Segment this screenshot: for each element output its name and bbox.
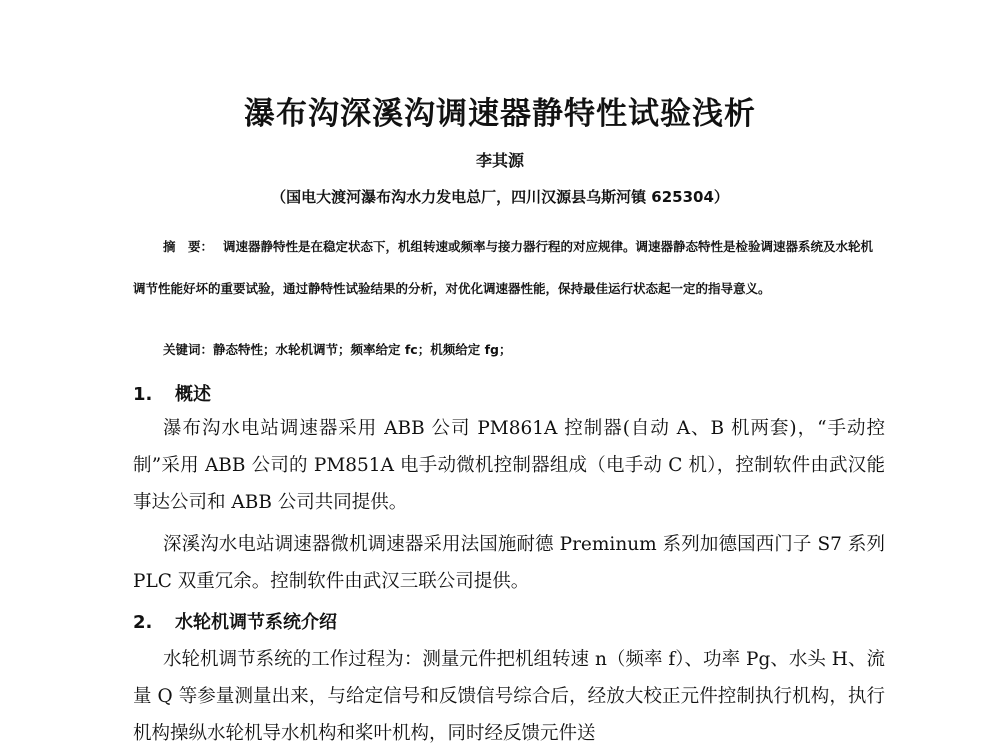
section-title: 水轮机调节系统介绍 <box>175 612 337 633</box>
abstract-text: 调速器静特性是在稳定状态下，机组转速或频率与接力器行程的对应规律。调速器静态特性是检验调速器系统及水轮机调节性能好坏的重要试验，通过静特性试验结果的分析，对优化调速器性能，保持最佳运行状态起一定的指导意义。 <box>133 239 874 296</box>
paragraph: 水轮机调节系统的工作过程为：测量元件把机组转速 n（频率 f）、功率 Pg、水头 H、流量 Q 等参量测量出来，与给定信号和反馈信号综合后，经放大校正元件控制执行机构，执行机构操纵水轮机导水机构和桨叶机构，同时经反馈元件送 <box>133 649 885 744</box>
section-title: 概述 <box>175 384 211 405</box>
keywords-text: 静态特性；水轮机调节；频率给定 fc；机频给定 fg； <box>213 342 512 357</box>
paper-title: 瀑布沟深溪沟调速器静特性试验浅析 <box>244 96 756 132</box>
abstract-label: 摘 要： <box>163 239 214 254</box>
paragraph: 深溪沟水电站调速器微机调速器采用法国施耐德 Preminum 系列加德国西门子 S7 系列 PLC 双重冗余。控制软件由武汉三联公司提供。 <box>133 534 885 592</box>
section-number: 2. <box>133 612 153 633</box>
paragraph: 瀑布沟水电站调速器采用 ABB 公司 PM861A 控制器(自动 A、B 机两套)，“手动控制”采用 ABB 公司的 PM851A 电手动微机控制器组成（电手动 C 机），控制软件由武汉能事达公司和 ABB 公司共同提供。 <box>133 418 885 513</box>
section-number: 1. <box>133 384 153 405</box>
section-heading-turbine-regulation <box>133 608 337 634</box>
abstract <box>133 226 883 310</box>
keywords <box>163 340 883 358</box>
keywords-label: 关键词： <box>163 342 214 357</box>
author-name: 李其源 <box>475 151 524 170</box>
author-affiliation: （国电大渡河瀑布沟水力发电总厂，四川汉源县乌斯河镇 625304） <box>271 188 729 206</box>
section-heading-overview <box>133 380 211 406</box>
